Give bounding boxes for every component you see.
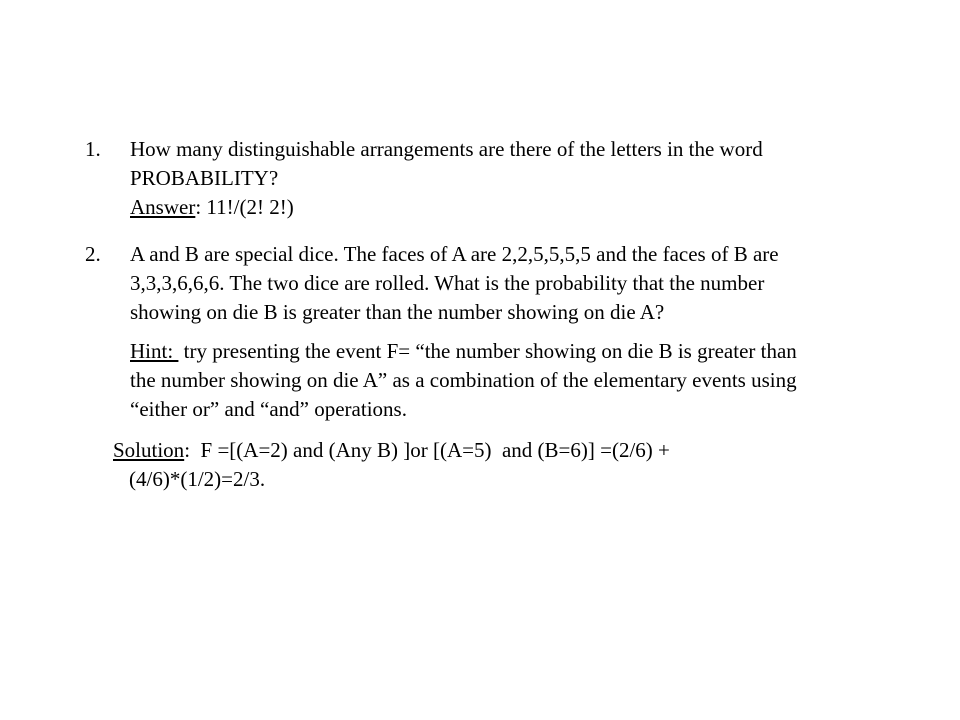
answer-value: : 11!/(2! 2!)	[195, 195, 294, 219]
question-2	[85, 240, 885, 327]
question-1-line-1: How many distinguishable arrangements are there of the letters in the word	[130, 137, 763, 161]
hint-label: Hint:	[130, 339, 179, 363]
hint-text-1: try presenting the event F= “the number showing on die B is greater than	[178, 339, 797, 363]
question-1	[85, 135, 885, 222]
solution-block	[113, 436, 913, 494]
question-2-line-3: showing on die B is greater than the number showing on die A?	[130, 300, 665, 324]
question-1-body	[130, 135, 885, 222]
question-2-number: 2.	[85, 242, 101, 266]
question-2-line-2: 3,3,3,6,6,6. The two dice are rolled. What is the probability that the number	[130, 271, 765, 295]
question-2-line-1: A and B are special dice. The faces of A are 2,2,5,5,5,5 and the faces of B are	[130, 242, 779, 266]
hint-line-1	[130, 337, 910, 366]
answer-label: Answer	[130, 195, 196, 219]
question-2-body	[130, 240, 885, 327]
hint-block	[130, 337, 910, 424]
question-1-answer	[130, 193, 885, 222]
hint-line-2: the number showing on die A” as a combination of the elementary events using	[130, 368, 797, 392]
solution-line-1	[113, 436, 913, 465]
solution-line-2: (4/6)*(1/2)=2/3.	[129, 467, 266, 491]
question-1-line-2: PROBABILITY?	[130, 166, 279, 190]
solution-label: Solution	[113, 438, 185, 462]
hint-line-3: “either or” and “and” operations.	[130, 397, 407, 421]
question-1-number: 1.	[85, 137, 101, 161]
solution-text-1: : F =[(A=2) and (Any B) ]or [(A=5) and (B=6)] =(2/6) +	[184, 438, 670, 462]
